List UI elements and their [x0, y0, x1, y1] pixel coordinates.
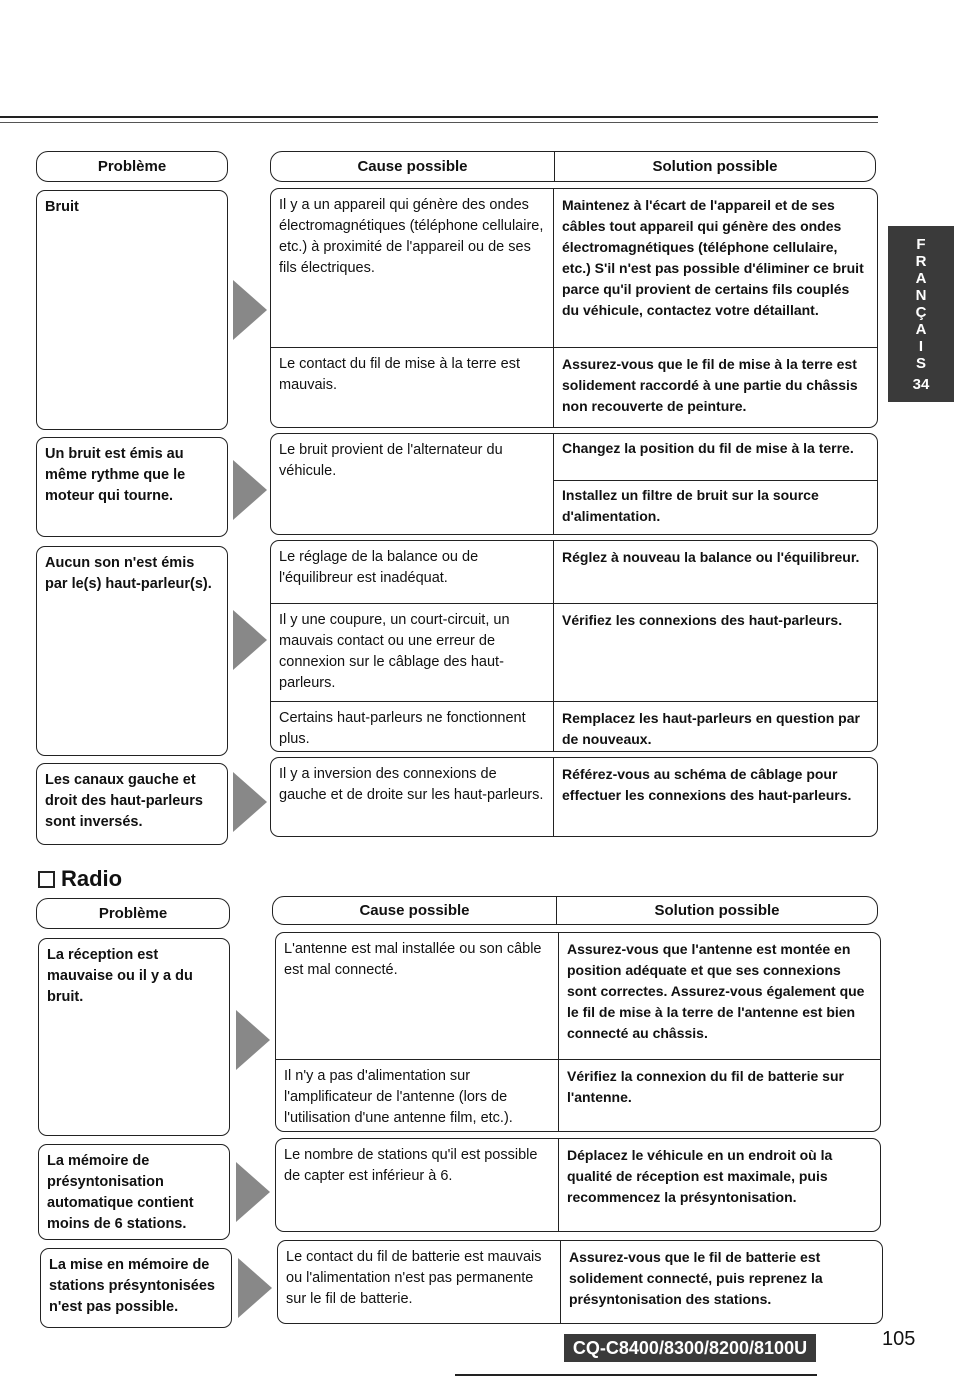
- arrow-icon: [238, 1258, 272, 1318]
- tab-number: 34: [912, 375, 930, 393]
- section-title-label: Radio: [61, 866, 123, 891]
- cause-cell: L'antenne est mal installée ou son câble est mal connecté.: [276, 933, 559, 1059]
- cause-cell: Il y a un appareil qui génère des ondes électromagnétiques (téléphone cellulaire, etc.) à proximité de l'appareil ou de ses fils électriques.: [271, 189, 554, 347]
- cause-cell: Le bruit provient de l'alternateur du véhicule.: [271, 434, 554, 534]
- table-row: [271, 347, 877, 427]
- arrow-icon: [236, 1162, 270, 1222]
- header-cause: Cause possible: [271, 152, 555, 181]
- header-probleme-label: Problème: [98, 905, 168, 922]
- header-probleme: [36, 151, 228, 182]
- header-cause-solution: [270, 151, 876, 182]
- table-row: [276, 1139, 880, 1231]
- solution-cell: Remplacez les haut-parleurs en question par de nouveaux.: [562, 710, 860, 747]
- table-row: [271, 758, 877, 836]
- section-title: [38, 866, 122, 892]
- arrow-icon: [233, 772, 267, 832]
- header-probleme-label: Problème: [97, 158, 167, 175]
- arrow-icon: [233, 460, 267, 520]
- solution-item: Installez un filtre de bruit sur la source d'alimentation.: [554, 480, 877, 531]
- solution-item: Changez la position du fil de mise à la terre.: [562, 440, 854, 456]
- tab-letter: F: [916, 235, 926, 253]
- solution-cell: Référez-vous au schéma de câblage pour effectuer les connexions des haut-parleurs.: [562, 766, 852, 803]
- header-solution: Solution possible: [654, 902, 780, 919]
- solution-cell: Vérifiez la connexion du fil de batterie sur l'antenne.: [567, 1068, 844, 1105]
- solution-cell: Vérifiez les connexions des haut-parleurs.: [562, 612, 843, 628]
- header-probleme: [36, 898, 230, 929]
- solution-cell: Déplacez le véhicule en un endroit où la qualité de réception est maximale, puis recommencez la présyntonisation.: [567, 1147, 833, 1205]
- solution-cell: Réglez à nouveau la balance ou l'équilibreur.: [562, 549, 860, 565]
- cause-solution-box: [270, 433, 878, 535]
- solution-cell: Assurez-vous que le fil de batterie est solidement connecté, puis reprenez la présyntonisation des stations.: [569, 1249, 823, 1307]
- problem-box: Bruit: [36, 190, 228, 430]
- problem-box: Les canaux gauche et droit des haut-parleurs sont inversés.: [36, 763, 228, 845]
- cause-solution-box: [277, 1240, 883, 1324]
- table-row: [271, 701, 877, 751]
- cause-cell: Certains haut-parleurs ne fonctionnent plus.: [271, 702, 554, 751]
- table-row: [271, 603, 877, 702]
- header-solution: Solution possible: [652, 158, 778, 175]
- solution-cell: [554, 434, 877, 534]
- cause-solution-box: [275, 932, 881, 1132]
- top-rule: [0, 116, 878, 123]
- tab-letter: I: [918, 337, 924, 355]
- cause-cell: Le nombre de stations qu'il est possible de capter est inférieur à 6.: [276, 1139, 559, 1231]
- language-tab: [888, 226, 954, 402]
- cause-cell: Le contact du fil de mise à la terre est mauvais.: [271, 348, 554, 427]
- problem-box: La réception est mauvaise ou il y a du bruit.: [38, 938, 230, 1136]
- problem-box: Un bruit est émis au même rythme que le moteur qui tourne.: [36, 437, 228, 537]
- tab-letter: Ç: [915, 303, 927, 321]
- cause-cell: Il y a inversion des connexions de gauche et de droite sur les haut-parleurs.: [271, 758, 554, 836]
- cause-cell: Le réglage de la balance ou de l'équilibreur est inadéquat.: [271, 541, 554, 603]
- solution-cell: Maintenez à l'écart de l'appareil et de ses câbles tout appareil qui génère des ondes électromagnétiques (téléphone cellulaire, etc.) S'il n'est pas possible d'éliminer ce bruit parce qu'il provient de certains fils couplés du véhicule, contactez votre détaillant.: [562, 197, 864, 318]
- table-row: [278, 1241, 882, 1323]
- cause-solution-box: [275, 1138, 881, 1232]
- cause-solution-box: [270, 540, 878, 752]
- cause-cell: Il n'y a pas d'alimentation sur l'amplificateur de l'antenne (lors de l'utilisation d'une antenne film, etc.).: [276, 1060, 559, 1131]
- solution-cell: Assurez-vous que l'antenne est montée en position adéquate et que ses connexions sont correctes. Assurez-vous également que le fil de mise à la terre de l'antenne est bien connecté au châssis.: [567, 941, 865, 1041]
- cause-cell: Il y une coupure, un court-circuit, un mauvais contact ou une erreur de connexion sur le câblage des haut-parleurs.: [271, 604, 554, 702]
- arrow-icon: [233, 280, 267, 340]
- cause-solution-box: [270, 188, 878, 428]
- problem-box: La mémoire de présyntonisation automatique contient moins de 6 stations.: [38, 1144, 230, 1240]
- table-row: [276, 1059, 880, 1131]
- table-row: [271, 189, 877, 347]
- tab-letter: S: [915, 354, 926, 372]
- tab-letter: N: [915, 286, 927, 304]
- header-cause: Cause possible: [273, 897, 557, 924]
- page-number: 105: [882, 1328, 916, 1350]
- problem-box: Aucun son n'est émis par le(s) haut-parleur(s).: [36, 546, 228, 756]
- table-row: [271, 541, 877, 603]
- table-row: [276, 933, 880, 1059]
- table-row: [271, 434, 877, 534]
- model-badge: CQ-C8400/8300/8200/8100U: [564, 1334, 816, 1362]
- tab-letter: A: [915, 320, 927, 338]
- arrow-icon: [236, 1010, 270, 1070]
- cause-cell: Le contact du fil de batterie est mauvais ou l'alimentation n'est pas permanente sur le fil de batterie.: [278, 1241, 561, 1323]
- arrow-icon: [233, 610, 267, 670]
- solution-cell: Assurez-vous que le fil de mise à la terre est solidement raccordé à une partie du châssis non recouverte de peinture.: [562, 356, 858, 414]
- footer-rule: [455, 1374, 817, 1376]
- header-cause-solution: [272, 896, 878, 925]
- checkbox-square-icon: [38, 871, 55, 888]
- tab-letter: R: [915, 252, 927, 270]
- problem-box: La mise en mémoire de stations présyntonisées n'est pas possible.: [40, 1248, 232, 1328]
- tab-letter: A: [915, 269, 927, 287]
- cause-solution-box: [270, 757, 878, 837]
